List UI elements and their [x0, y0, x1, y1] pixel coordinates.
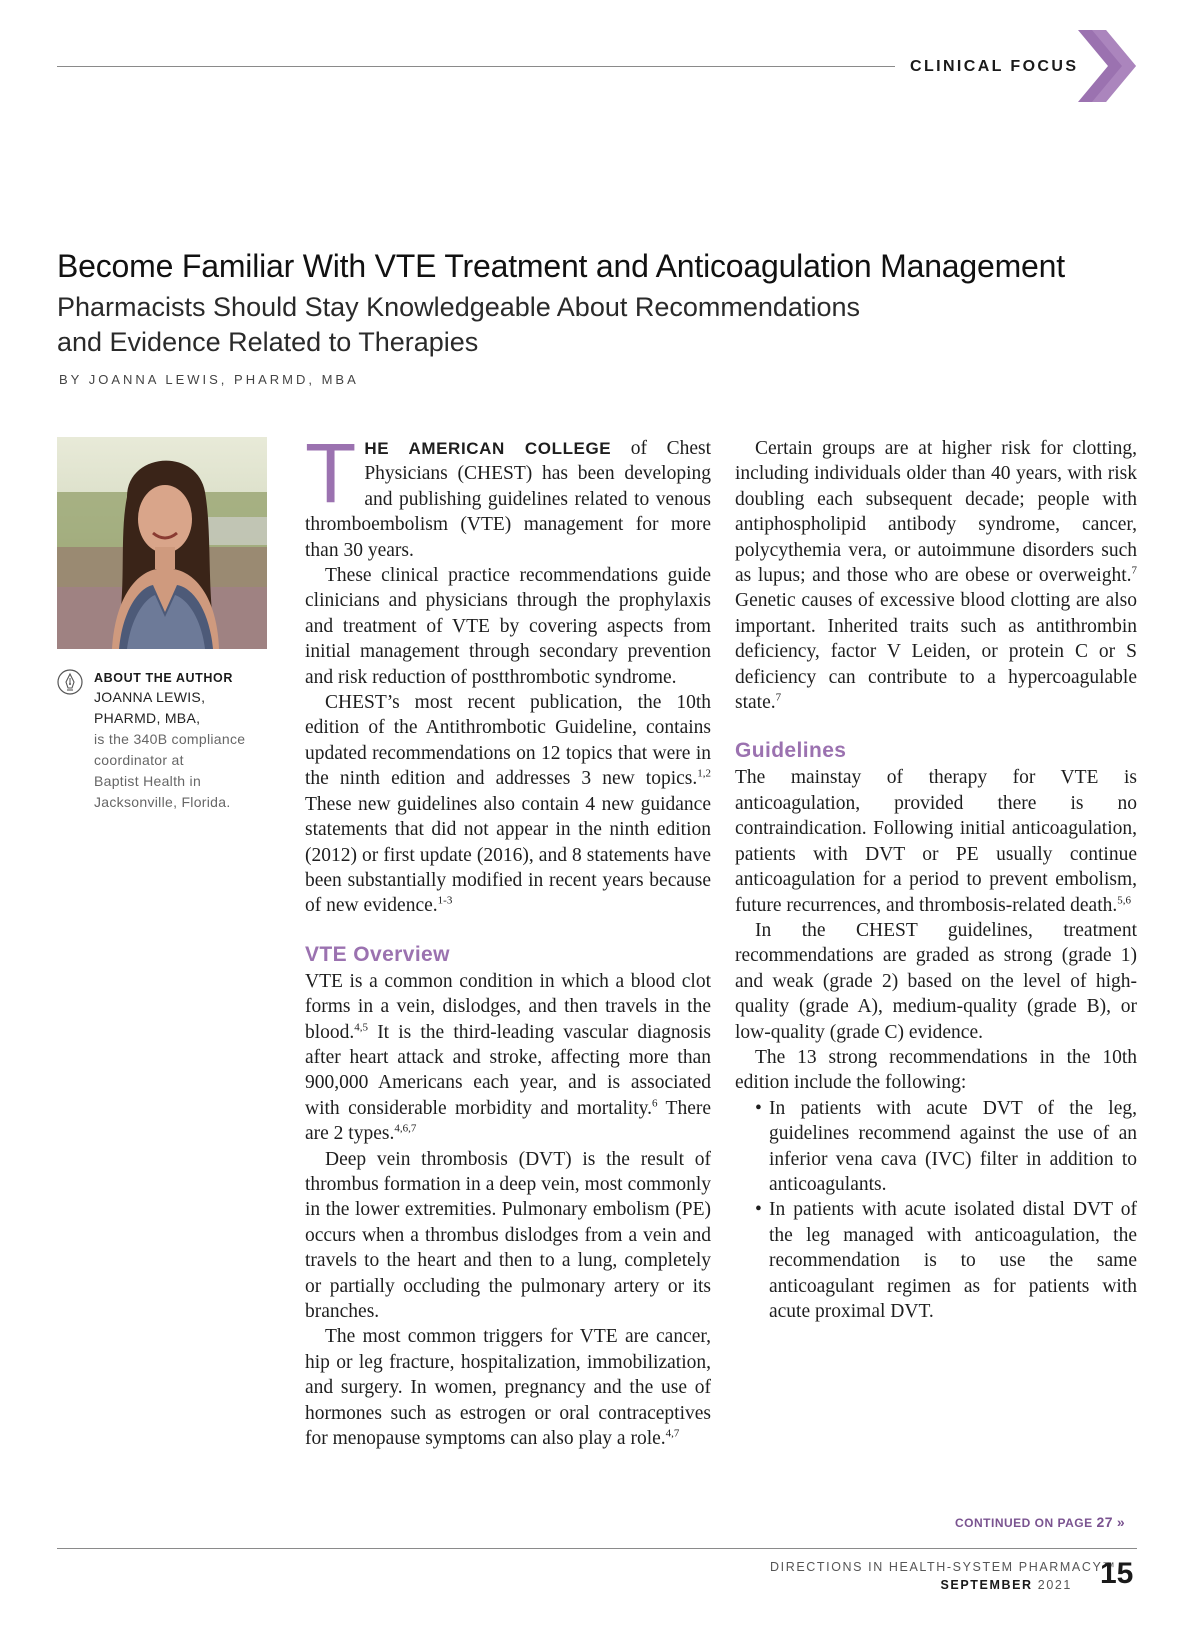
author-desc-line-4: Jacksonville, Florida.	[94, 794, 231, 810]
paragraph-intro	[305, 426, 711, 563]
paragraph-5: Deep vein thrombosis (DVT) is the result of thrombus formation in a deep vein, most commonly in the lower extremities. Pulmonary embolism (PE) occurs when a thrombus dislodges from a vein and travels to the heart and then to a lung, completely or partially occluding the pulmonary artery or its branches.	[305, 1148, 711, 1322]
recommendation-list	[735, 1096, 1137, 1325]
paragraph-8-text: The mainstay of therapy for VTE is anticoagulation, provided there is no contraindication. Following initial anticoagulation, patients with DVT or PE usually continue anticoagulation for a period to prevent embolism, future recurrences, and thrombosis-related death.	[735, 767, 1137, 916]
publication-name: DIRECTIONS IN HEALTH-SYSTEM PHARMACY™	[770, 1560, 1117, 1574]
continued-page: 27	[1096, 1514, 1114, 1530]
paragraph-3	[305, 690, 711, 919]
subtitle-line-1: Pharmacists Should Stay Knowledgeable About Recommendations	[57, 292, 860, 322]
double-chevron-right-icon: »	[1116, 1514, 1126, 1530]
continued-link[interactable]	[955, 1514, 1125, 1530]
author-name-line-1: JOANNA LEWIS,	[94, 689, 206, 705]
article-title: Become Familiar With VTE Treatment and Anticoagulation Management	[57, 248, 1065, 284]
issue-year: 2021	[1037, 1578, 1072, 1592]
section-label: CLINICAL FOCUS	[910, 58, 1079, 75]
issue-date	[770, 1578, 1072, 1592]
paragraph-3-part-b: These new guidelines also contain 4 new guidance statements that did not appear in the ninth edition (2012) or first update (2016), and 8 statements have been substantially modified in recent years because of new evidence.	[305, 793, 711, 917]
paragraph-8	[735, 765, 1137, 917]
paragraph-4-part-b: It is the third-leading vascular diagnosis after heart attack and stroke, affecting more than 900,000 Americans each year, and is associated with considerable morbidity and mortality.	[305, 1021, 711, 1119]
paragraph-4	[305, 969, 711, 1147]
chevron-right-icon	[1078, 30, 1136, 102]
list-item: • In patients with acute DVT of the leg, guidelines recommend against the use of an inferior vena cava (IVC) filter in addition to anticoagulants.	[755, 1096, 1137, 1198]
paragraph-3-part-a: CHEST’s most recent publication, the 10th edition of the Antithrombotic Guideline, contains updated recommendations on 12 topics that were in the ninth edition and addresses 3 new topics.	[305, 692, 711, 790]
reference: 1-3	[437, 894, 453, 907]
author-heading: ABOUT THE AUTHOR	[94, 671, 233, 685]
heading-vte-overview: VTE Overview	[305, 942, 450, 966]
reference: 4,6,7	[394, 1122, 417, 1135]
paragraph-7	[735, 436, 1137, 715]
reference: 7	[775, 691, 782, 704]
paragraph-4-part-a: VTE is a common condition in which a blood clot forms in a vein, dislodges, and then travels in the blood.	[305, 970, 711, 1043]
paragraph-2: These clinical practice recommendations guide clinicians and physicians through the prophylaxis and treatment of VTE by covering aspects from initial management through secondary prevention and risk reduction of postthrombotic syndrome.	[305, 565, 711, 688]
heading-guidelines: Guidelines	[735, 739, 847, 763]
article-subtitle	[57, 290, 860, 360]
reference: 4,7	[665, 1427, 680, 1440]
reference: 1,2	[697, 767, 711, 780]
subtitle-line-2: and Evidence Related to Therapies	[57, 327, 479, 357]
reference: 5,6	[1117, 894, 1131, 906]
author-desc-line-2: coordinator at	[94, 752, 184, 768]
author-desc-line-1: is the 340B compliance	[94, 731, 246, 747]
issue-month: SEPTEMBER	[940, 1578, 1033, 1592]
body-column-1	[305, 426, 711, 1451]
continued-label: CONTINUED ON PAGE	[955, 1516, 1093, 1530]
reference: 7	[1131, 564, 1137, 577]
paragraph-6	[305, 1324, 711, 1451]
about-the-author	[94, 669, 274, 813]
author-name-line-2: PHARMD, MBA,	[94, 710, 201, 726]
header-rule	[57, 66, 895, 67]
reference: 6	[651, 1097, 658, 1110]
paragraph-9: In the CHEST guidelines, treatment recommendations are graded as strong (grade 1) and weak (grade 2) based on the level of high-quality (grade A), medium-quality (grade B), or low-quality (grade C) evidence.	[735, 919, 1137, 1043]
paragraph-6-text: The most common triggers for VTE are cancer, hip or leg fracture, hospitalization, immobilization, and surgery. In women, pregnancy and the use of hormones such as estrogen or oral contraceptives for menopause symptoms can also play a role.	[305, 1326, 711, 1450]
paragraph-4-part-c: There are 2 types.	[305, 1097, 711, 1145]
author-desc-line-3: Baptist Health in	[94, 773, 202, 789]
author-photo	[57, 437, 267, 649]
body-column-2	[735, 436, 1137, 1324]
paragraph-7-part-b: Genetic causes of excessive blood clotting are also important. Inherited traits such as antithrombin deficiency, factor V Leiden, or protein C or S deficiency can contribute to a hypercoagulable state.	[735, 590, 1137, 714]
pen-nib-icon	[57, 669, 83, 695]
footer-rule	[57, 1548, 1137, 1549]
intro-smallcaps: HE AMERICAN COLLEGE	[364, 439, 612, 458]
drop-cap: T	[305, 426, 357, 520]
paragraph-10: The 13 strong recommendations in the 10th edition include the following:	[735, 1046, 1137, 1094]
paragraph-1-text: of Chest Physicians (CHEST) has been developing and publishing guidelines related to venous thromboembolism (VTE) management for more than 30 years.	[305, 438, 711, 561]
byline: BY JOANNA LEWIS, PHARMD, MBA	[59, 372, 359, 387]
reference: 4,5	[354, 1021, 369, 1034]
list-item: • In patients with acute isolated distal DVT of the leg managed with anticoagulation, the recommendation is to use the same anticoagulant regimen as for patients with acute proximal DVT.	[755, 1197, 1137, 1324]
page-number: 15	[1100, 1557, 1134, 1590]
paragraph-7-part-a: Certain groups are at higher risk for clotting, including individuals older than 40 years, with risk doubling each subsequent decade; people with antiphospholipid antibody syndrome, cancer, polycythemia vera, or autoimmune disorders such as lupus; and those who are obese or overweight.	[735, 438, 1137, 587]
